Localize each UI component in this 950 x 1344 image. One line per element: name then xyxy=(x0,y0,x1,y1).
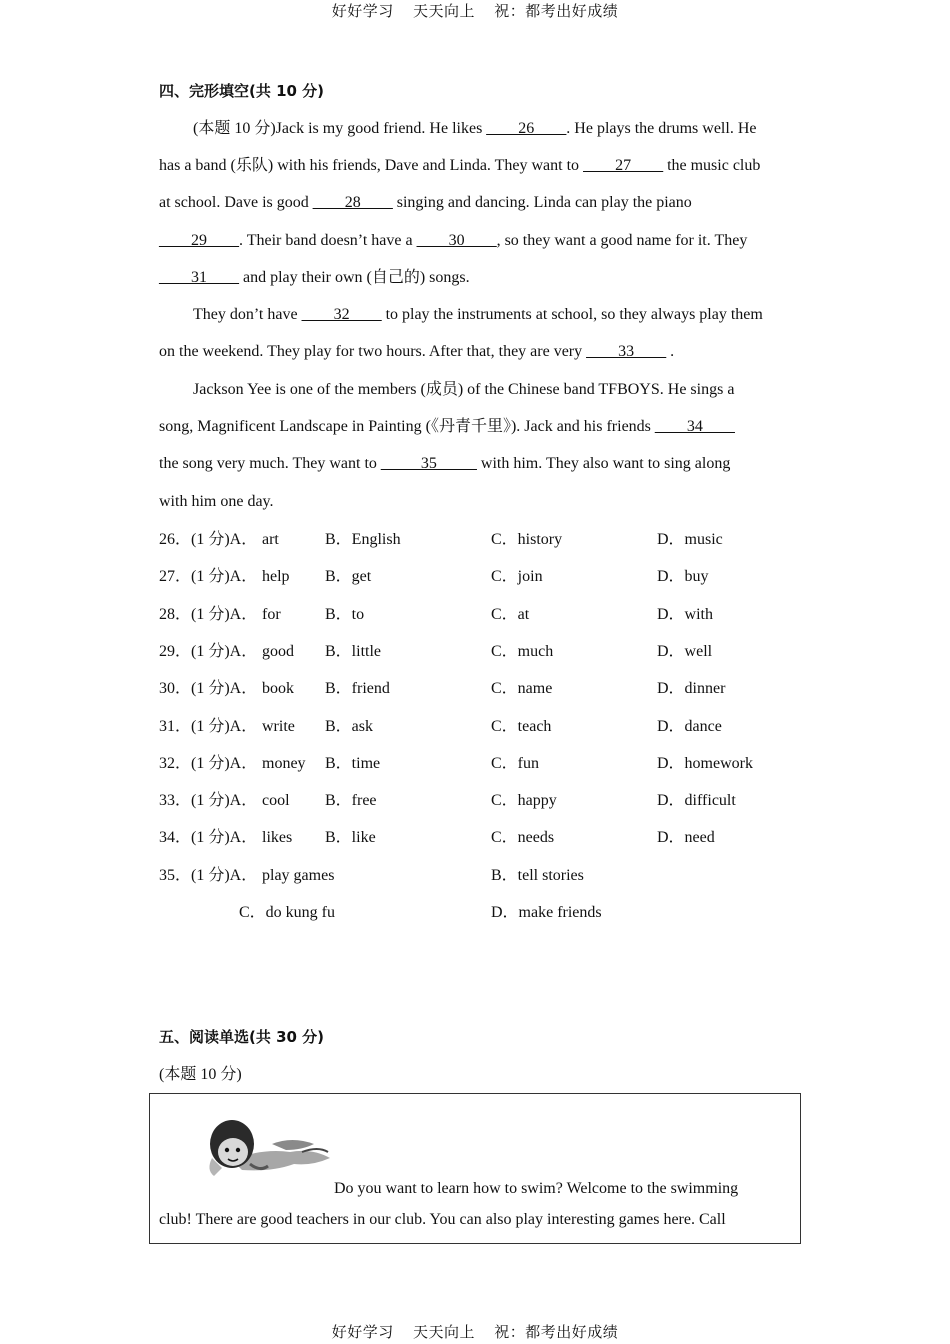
blank-32: ____32____ xyxy=(301,306,382,323)
option-b: B．ask xyxy=(325,718,374,735)
option-d: D．make friends xyxy=(491,904,602,921)
option-b: B．get xyxy=(325,568,372,585)
text: . He plays the drums well. He xyxy=(566,120,757,137)
footer-part: 好好学习 xyxy=(331,1323,394,1341)
question-number: 29．(1 分)A． xyxy=(159,643,258,660)
blank-28: ____28____ xyxy=(312,194,393,211)
section-title: 四、完形填空(共 10 分) xyxy=(159,82,325,100)
option-d: D．difficult xyxy=(657,792,736,809)
option-c: C．teach xyxy=(491,718,552,735)
text: . xyxy=(666,343,675,360)
section-title: 五、阅读单选(共 30 分) xyxy=(159,1028,325,1046)
text: with him. They also want to sing along xyxy=(476,455,731,472)
blank-26: ____26____ xyxy=(486,120,567,137)
swimmer-illustration xyxy=(202,1108,332,1184)
option-c: C．much xyxy=(491,643,554,660)
blank-33: ____33____ xyxy=(586,343,667,360)
reading-line: club! There are good teachers in our club. You can also play interesting games here. Call xyxy=(159,1211,726,1228)
question-number: 26．(1 分)A． xyxy=(159,531,258,548)
reading-box xyxy=(149,1093,801,1244)
option-d: D．need xyxy=(657,829,715,846)
footer-part: 天天向上 xyxy=(412,1323,475,1341)
passage-line xyxy=(159,342,799,362)
page-footer xyxy=(0,1321,950,1342)
blank-27: ____27____ xyxy=(583,157,664,174)
option-d: D．with xyxy=(657,606,714,623)
passage-line xyxy=(159,193,799,213)
text: the music club xyxy=(663,157,761,174)
option-a: play games xyxy=(262,867,335,884)
option-d: D．buy xyxy=(657,568,709,585)
question-number: 34．(1 分)A． xyxy=(159,829,258,846)
text: on the weekend. They play for two hours. After that, they are very xyxy=(159,343,587,360)
passage-line xyxy=(159,380,799,400)
footer-part: 祝：都考出好成绩 xyxy=(494,1323,619,1341)
option-b: B．free xyxy=(325,792,377,809)
passage-line xyxy=(159,492,799,512)
blank-29: ____29____ xyxy=(159,232,239,249)
option-d: D．homework xyxy=(657,755,753,772)
text: the song very much. They want to xyxy=(159,455,381,472)
text: They don’t have xyxy=(193,306,302,323)
header-part: 祝：都考出好成绩 xyxy=(494,2,619,20)
option-a: cool xyxy=(262,792,290,809)
option-c: C．fun xyxy=(491,755,540,772)
text: song, Magnificent Landscape in Painting (《丹青千里》). Jack and his friends xyxy=(159,418,655,435)
option-c: C．history xyxy=(491,531,563,548)
option-d: D．dance xyxy=(657,718,722,735)
passage-line xyxy=(159,231,799,251)
passage-line xyxy=(159,119,799,139)
text: singing and dancing. Linda can play the piano xyxy=(392,194,692,211)
option-b: B．to xyxy=(325,606,365,623)
passage-line xyxy=(159,417,799,437)
blank-35: _____35_____ xyxy=(380,455,477,472)
blank-30: ____30____ xyxy=(416,232,497,249)
option-a: likes xyxy=(262,829,293,846)
option-a: money xyxy=(262,755,306,772)
question-number: 35．(1 分)A． xyxy=(159,867,258,884)
option-a: write xyxy=(262,718,295,735)
option-b: B．friend xyxy=(325,680,390,697)
option-c: C．at xyxy=(491,606,530,623)
text: and play their own (自己的) songs. xyxy=(239,269,470,286)
page-header xyxy=(0,0,950,21)
intro-label: (本题 10 分) xyxy=(193,120,276,137)
option-a: good xyxy=(262,643,294,660)
text: Jackson Yee is one of the members (成员) of the Chinese band TFBOYS. He sings a xyxy=(193,381,735,398)
passage-line xyxy=(159,268,799,288)
text: to play the instruments at school, so they always play them xyxy=(381,306,763,323)
option-d: D．dinner xyxy=(657,680,726,697)
question-number: 28．(1 分)A． xyxy=(159,606,258,623)
option-b: B．like xyxy=(325,829,376,846)
option-a: for xyxy=(262,606,281,623)
option-b: B．little xyxy=(325,643,382,660)
text: with him one day. xyxy=(159,493,274,510)
question-number: 31．(1 分)A． xyxy=(159,718,258,735)
passage-line xyxy=(159,305,799,325)
reading-line: Do you want to learn how to swim? Welcome to the swimming xyxy=(334,1180,739,1197)
header-part: 天天向上 xyxy=(412,2,475,20)
option-c: C．do kung fu xyxy=(239,904,336,921)
option-a: help xyxy=(262,568,290,585)
blank-31: ____31____ xyxy=(159,269,239,286)
text: . Their band doesn’t have a xyxy=(239,232,417,249)
option-a: book xyxy=(262,680,294,697)
option-d: D．well xyxy=(657,643,713,660)
option-c: C．name xyxy=(491,680,553,697)
blank-34: ____34____ xyxy=(654,418,735,435)
text: has a band (乐队) with his friends, Dave and Linda. They want to xyxy=(159,157,584,174)
option-b: B．time xyxy=(325,755,381,772)
option-c: C．join xyxy=(491,568,543,585)
option-a: art xyxy=(262,531,279,548)
option-b: B．English xyxy=(325,531,401,548)
option-c: C．needs xyxy=(491,829,555,846)
question-number: 27．(1 分)A． xyxy=(159,568,258,585)
intro-label: (本题 10 分) xyxy=(159,1066,242,1083)
header-part: 好好学习 xyxy=(331,2,394,20)
question-number: 32．(1 分)A． xyxy=(159,755,258,772)
option-c: C．happy xyxy=(491,792,557,809)
option-d: D．music xyxy=(657,531,723,548)
option-b: B．tell stories xyxy=(491,867,584,884)
text: at school. Dave is good xyxy=(159,194,313,211)
passage-line xyxy=(159,156,799,176)
text: , so they want a good name for it. They xyxy=(496,232,748,249)
text: Jack is my good friend. He likes xyxy=(275,120,487,137)
passage-line xyxy=(159,454,799,474)
question-number: 30．(1 分)A． xyxy=(159,680,258,697)
question-number: 33．(1 分)A． xyxy=(159,792,258,809)
